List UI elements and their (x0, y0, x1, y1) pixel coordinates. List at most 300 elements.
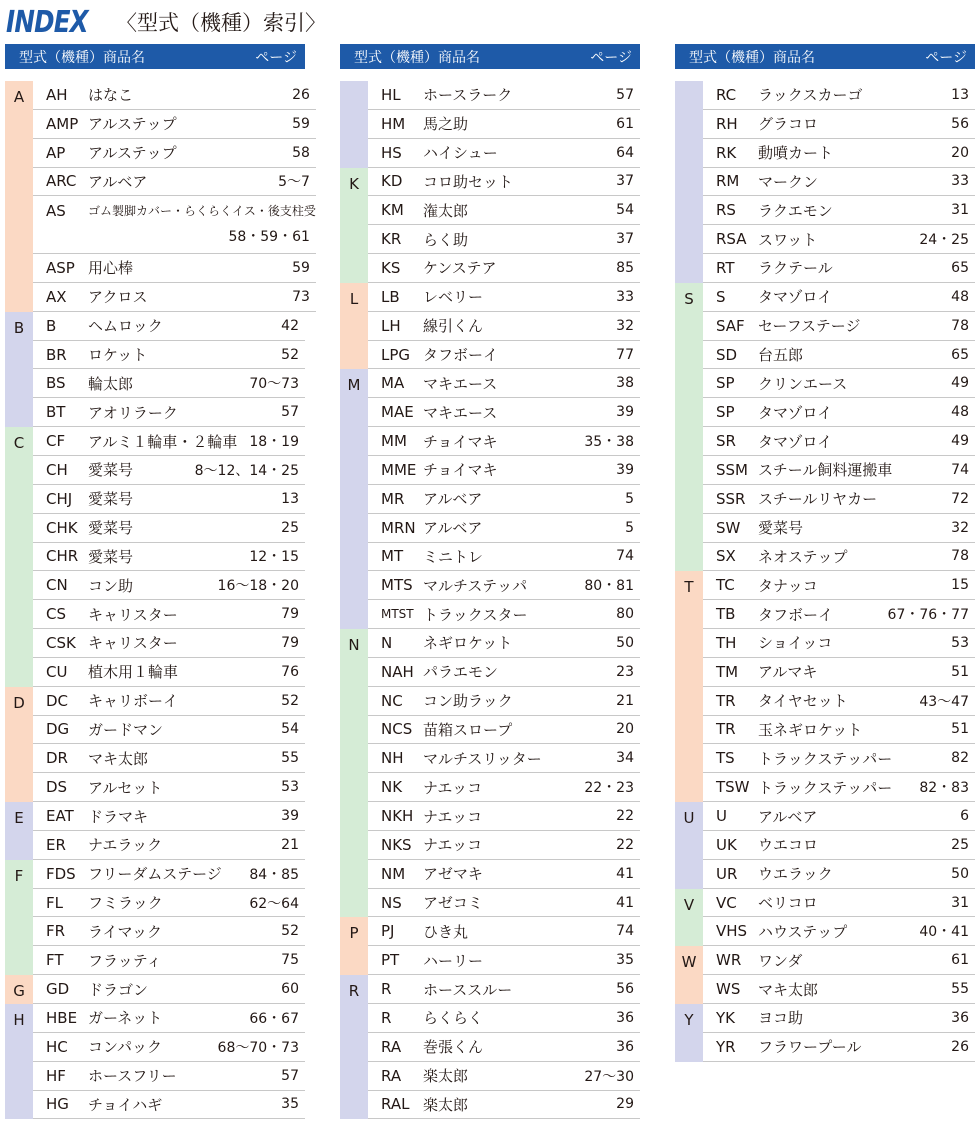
page-number: 55 (951, 981, 969, 998)
model-code: NKH (381, 807, 414, 826)
page-number: 74 (616, 548, 634, 565)
group-items (33, 860, 305, 975)
index-row (703, 600, 975, 629)
page-number: 84・85 (249, 866, 299, 883)
page-number: 34 (616, 750, 634, 767)
product-name: ラックスカーゴ (758, 86, 863, 105)
index-group (5, 312, 305, 427)
page-number: 13 (951, 86, 969, 103)
index-group (340, 283, 640, 370)
product-name: ラクエモン (758, 201, 833, 220)
index-row (368, 1062, 640, 1091)
index-row (703, 341, 975, 370)
product-name: ネギロケット (423, 634, 513, 653)
group-items (368, 369, 640, 629)
model-code: RAL (381, 1095, 410, 1114)
product-name: フラワープール (758, 1038, 862, 1057)
page-number: 80 (616, 606, 634, 623)
page-number: 51 (951, 721, 969, 738)
model-code: CF (46, 432, 66, 451)
product-name: アゼコミ (423, 894, 483, 913)
product-name: キャリボーイ (88, 692, 179, 711)
group-letter: P (340, 917, 368, 975)
model-code: MAE (381, 403, 414, 422)
product-name: フラッティ (88, 951, 162, 970)
index-row (33, 831, 305, 860)
page-number: 85 (616, 259, 634, 276)
product-name: マキ太郎 (88, 749, 149, 768)
model-code: LH (381, 316, 401, 335)
group-items (368, 81, 640, 168)
page-number: 61 (616, 115, 634, 132)
index-row (33, 254, 316, 283)
group-items (703, 81, 975, 283)
model-code: NKS (381, 835, 412, 854)
index-row (368, 1091, 640, 1120)
page-number: 5〜7 (278, 174, 310, 191)
group-letter: S (675, 283, 703, 571)
index-group (675, 946, 975, 1004)
page-number: 12・15 (249, 549, 299, 566)
group-letter: R (340, 975, 368, 1119)
model-code: VC (716, 893, 737, 912)
product-name: らくらく (423, 1009, 484, 1028)
page-number: 32 (616, 317, 634, 334)
index-group (5, 687, 305, 802)
page-number: 65 (951, 346, 969, 363)
page-number: 82・83 (919, 780, 969, 797)
product-name: ケンステア (423, 259, 497, 278)
index-row (368, 946, 640, 975)
index-row (368, 341, 640, 370)
model-code: YK (716, 1008, 735, 1027)
model-code: RA (381, 1066, 402, 1085)
product-name: ガーネット (88, 1009, 163, 1028)
page-number: 39 (281, 808, 299, 825)
page-number: 79 (281, 634, 299, 651)
index-row (703, 687, 975, 716)
page-number: 56 (616, 981, 634, 998)
page-number: 16〜18・20 (217, 578, 299, 595)
product-name: ラクテール (758, 259, 833, 278)
index-column-2 (340, 44, 640, 1119)
model-code: TM (716, 662, 739, 681)
index-row (33, 600, 305, 629)
index-row (703, 802, 975, 831)
group-items (33, 427, 305, 687)
model-code: NCS (381, 720, 413, 739)
index-row (368, 312, 640, 341)
page-number: 53 (951, 634, 969, 651)
column-header-model: 型式（機種）商品名 (19, 49, 145, 66)
model-code: DR (46, 749, 68, 768)
group-items (368, 168, 640, 283)
product-name: アルベア (423, 490, 483, 509)
product-name: フミラック (88, 894, 163, 913)
index-row (703, 196, 975, 225)
page-number: 26 (951, 1038, 969, 1055)
group-items (33, 81, 316, 312)
index-group (5, 802, 305, 860)
page-number: 77 (616, 346, 634, 363)
column-header (340, 44, 640, 69)
page-number: 58・59・61 (228, 229, 310, 246)
index-row (368, 917, 640, 946)
index-row (703, 716, 975, 745)
page-number: 41 (616, 894, 634, 911)
page-number: 8〜12、14・25 (194, 462, 299, 479)
product-name: ベリコロ (758, 894, 818, 913)
page-number: 18・19 (249, 434, 299, 451)
page-number: 35 (281, 1096, 299, 1113)
index-group (5, 975, 305, 1004)
index-row (33, 773, 305, 802)
model-code: NM (381, 864, 406, 883)
index-group (340, 917, 640, 975)
index-row (703, 139, 975, 168)
index-group (340, 369, 640, 629)
column-header-page: ページ (590, 49, 632, 66)
index-row (703, 571, 975, 600)
model-code: TSW (716, 778, 750, 797)
product-name: マルチステッパ (423, 576, 528, 595)
product-name: タフボーイ (423, 346, 499, 365)
page-number: 52 (281, 923, 299, 940)
model-code: TR (716, 691, 736, 710)
page-number: 80・81 (584, 578, 634, 595)
product-name: ひき丸 (423, 922, 469, 941)
model-code: SSM (716, 460, 748, 479)
page-number: 31 (951, 894, 969, 911)
index-row (33, 946, 305, 975)
index-row (368, 427, 640, 456)
index-column-1 (5, 44, 316, 1119)
page-number: 74 (616, 923, 634, 940)
index-row (703, 110, 975, 139)
model-code: AP (46, 143, 66, 162)
model-code: UK (716, 835, 737, 854)
index-row (703, 225, 975, 254)
model-code: PJ (381, 922, 395, 941)
index-group (340, 168, 640, 283)
page-number: 50 (616, 634, 634, 651)
index-row (703, 514, 975, 543)
model-code: BS (46, 374, 66, 393)
product-name: コン助ラック (423, 692, 513, 711)
index-row (368, 196, 640, 225)
model-code: CHJ (46, 489, 73, 508)
page-number: 41 (616, 865, 634, 882)
page-number: 39 (616, 461, 634, 478)
page-number: 65 (951, 259, 969, 276)
model-code: HG (46, 1095, 69, 1114)
product-name: ネオステップ (758, 547, 848, 566)
index-row (368, 168, 640, 197)
page-number: 57 (616, 86, 634, 103)
model-code: MTS (381, 576, 413, 595)
product-name: クリンエース (758, 374, 848, 393)
product-name: ガードマン (88, 720, 164, 739)
model-code: NH (381, 749, 404, 768)
product-name: タマゾロイ (758, 432, 833, 451)
page-number: 22・23 (584, 780, 634, 797)
group-items (703, 946, 975, 1004)
index-group (675, 81, 975, 283)
product-name: マキエース (423, 403, 498, 422)
product-name: ミニトレ (423, 547, 484, 566)
index-row (33, 514, 305, 543)
index-row (368, 744, 640, 773)
model-code: LPG (381, 345, 411, 364)
index-row (368, 514, 640, 543)
product-name: ナエッコ (423, 807, 483, 826)
group-letter: U (675, 802, 703, 889)
group-items (703, 283, 975, 571)
page-number: 40・41 (919, 924, 969, 941)
index-title (6, 6, 326, 38)
index-row (703, 427, 975, 456)
page-number: 62〜64 (249, 895, 299, 912)
page-number: 27〜30 (584, 1068, 634, 1085)
page-number: 67・76・77 (887, 607, 969, 624)
group-letter: W (675, 946, 703, 1004)
page-number: 22 (616, 836, 634, 853)
model-code: HS (381, 143, 402, 162)
model-code: TB (716, 605, 736, 624)
product-name: タマゾロイ (758, 403, 833, 422)
product-name: 馬之助 (423, 115, 469, 134)
model-code: TH (716, 633, 737, 652)
page-number: 57 (281, 1067, 299, 1084)
model-code: RT (716, 258, 735, 277)
index-row (368, 485, 640, 514)
index-row (368, 658, 640, 687)
product-name: 植木用１輪車 (88, 663, 179, 682)
page-number: 35 (616, 952, 634, 969)
index-row (703, 658, 975, 687)
product-name: 愛菜号 (758, 519, 804, 538)
index-row (33, 369, 305, 398)
model-code: NC (381, 691, 403, 710)
page-number: 58 (292, 144, 310, 161)
group-letter: L (340, 283, 368, 370)
index-row (703, 1004, 975, 1033)
model-code: ARC (46, 172, 77, 191)
product-name: キャリスター (88, 605, 178, 624)
product-name: ナエラック (88, 836, 163, 855)
page-number: 55 (281, 750, 299, 767)
model-code: MT (381, 547, 404, 566)
product-name: ショイッコ (758, 634, 833, 653)
product-name: アルステップ (88, 144, 177, 163)
product-name: ゴム製脚カバー・らくらくイス・後支柱受 (88, 204, 316, 219)
group-items (368, 917, 640, 975)
page-number: 72 (951, 490, 969, 507)
page-number: 59 (292, 259, 310, 276)
model-code: CH (46, 460, 68, 479)
page-number: 79 (281, 606, 299, 623)
model-code: RH (716, 114, 738, 133)
model-code: HF (46, 1066, 66, 1085)
group-items (368, 629, 640, 917)
index-row (33, 312, 305, 341)
page-number: 24・25 (919, 232, 969, 249)
index-row (33, 716, 305, 745)
model-code: CHR (46, 547, 79, 566)
model-code: CU (46, 662, 68, 681)
model-code: N (381, 633, 393, 652)
page-number: 75 (281, 952, 299, 969)
index-row (368, 889, 640, 918)
product-name: ホースフリー (88, 1067, 177, 1086)
group-letter: D (5, 687, 33, 802)
page-number: 37 (616, 231, 634, 248)
model-code: HC (46, 1037, 68, 1056)
product-name: 愛菜号 (88, 519, 134, 538)
page-number: 54 (281, 721, 299, 738)
model-code: KM (381, 201, 404, 220)
product-name: タマゾロイ (758, 288, 833, 307)
model-code: B (46, 316, 57, 335)
product-name: スチール飼料運搬車 (758, 461, 893, 480)
index-row (703, 398, 975, 427)
model-code: MA (381, 374, 405, 393)
index-row (703, 456, 975, 485)
index-row (368, 254, 640, 283)
page-number: 82 (951, 750, 969, 767)
page-number: 36 (616, 1038, 634, 1055)
model-code: WR (716, 951, 742, 970)
model-code: RS (716, 201, 736, 220)
product-name: タナッコ (758, 576, 818, 595)
page-number: 49 (951, 375, 969, 392)
model-code: RK (716, 143, 737, 162)
model-code: MTST (381, 607, 414, 622)
index-row (33, 571, 305, 600)
model-code: MME (381, 460, 417, 479)
product-name: トラックステッパー (758, 778, 893, 797)
index-group (675, 802, 975, 889)
product-name: 潅太郎 (423, 201, 469, 220)
model-code: PT (381, 951, 400, 970)
product-name: ワンダ (758, 951, 803, 970)
page-number: 54 (616, 202, 634, 219)
index-row (368, 139, 640, 168)
index-group (340, 975, 640, 1119)
product-name: タイヤセット (758, 692, 848, 711)
product-name: 愛菜号 (88, 461, 134, 480)
model-code: TS (716, 749, 735, 768)
product-name: スチールリヤカー (758, 490, 878, 509)
index-row (368, 283, 640, 312)
product-name: マキ太郎 (758, 980, 819, 999)
index-rows (340, 81, 640, 1119)
page-number: 61 (951, 952, 969, 969)
model-code: NAH (381, 662, 414, 681)
product-name: フリーダムステージ (88, 865, 222, 884)
page-number: 76 (281, 663, 299, 680)
index-rows (5, 81, 316, 1119)
product-name: アルベア (88, 172, 148, 191)
product-name: ウエコロ (758, 836, 819, 855)
model-code: RA (381, 1037, 402, 1056)
index-row (33, 110, 316, 139)
index-row (703, 744, 975, 773)
model-code: R (381, 980, 392, 999)
index-row (368, 369, 640, 398)
product-name: 用心棒 (88, 259, 134, 278)
model-code: RM (716, 172, 740, 191)
model-code: YR (716, 1037, 736, 1056)
model-code: HM (381, 114, 406, 133)
model-code: CHK (46, 518, 78, 537)
group-items (703, 802, 975, 889)
group-items (33, 975, 305, 1004)
product-name: パラエモン (423, 663, 499, 682)
page-number: 73 (292, 288, 310, 305)
index-row (703, 831, 975, 860)
model-code: CS (46, 605, 66, 624)
product-name: らく助 (423, 230, 469, 249)
group-letter: V (675, 889, 703, 947)
page-number: 70〜73 (249, 376, 299, 393)
product-name: アルベア (758, 807, 818, 826)
index-group (5, 860, 305, 975)
group-items (368, 975, 640, 1119)
page-number: 59 (292, 115, 310, 132)
page-number: 64 (616, 144, 634, 161)
page-number: 49 (951, 433, 969, 450)
index-row (33, 744, 305, 773)
index-row (368, 81, 640, 110)
page-number: 33 (616, 288, 634, 305)
model-code: KD (381, 172, 403, 191)
product-name: ライマック (88, 922, 162, 941)
column-header-model: 型式（機種）商品名 (354, 49, 480, 66)
page-number: 36 (616, 1009, 634, 1026)
model-code: CSK (46, 633, 76, 652)
product-name: 巻張くん (423, 1038, 484, 1057)
group-letter: A (5, 81, 33, 312)
index-row (33, 168, 316, 197)
product-name: チョイハギ (88, 1095, 163, 1114)
page-number: 29 (616, 1096, 634, 1113)
group-letter: K (340, 168, 368, 283)
product-name: トラックスター (423, 605, 528, 624)
page-number: 33 (951, 173, 969, 190)
column-header (5, 44, 305, 69)
group-letter (340, 81, 368, 168)
index-row (368, 773, 640, 802)
index-row (368, 600, 640, 629)
product-name: ハイシュー (423, 144, 498, 163)
product-name: トラックステッパー (758, 749, 893, 768)
product-name: 愛菜号 (88, 490, 134, 509)
index-row (368, 225, 640, 254)
page-number: 21 (616, 692, 634, 709)
page-number: 48 (951, 288, 969, 305)
product-name: 輪太郎 (88, 374, 134, 393)
page-number: 25 (281, 519, 299, 536)
page-number: 43〜47 (919, 693, 969, 710)
page-number: 60 (281, 981, 299, 998)
model-code: SD (716, 345, 738, 364)
model-code: BT (46, 403, 66, 422)
model-code: TC (716, 576, 735, 595)
model-code: FDS (46, 864, 76, 883)
index-row (703, 889, 975, 918)
product-name: コンパック (88, 1038, 162, 1057)
